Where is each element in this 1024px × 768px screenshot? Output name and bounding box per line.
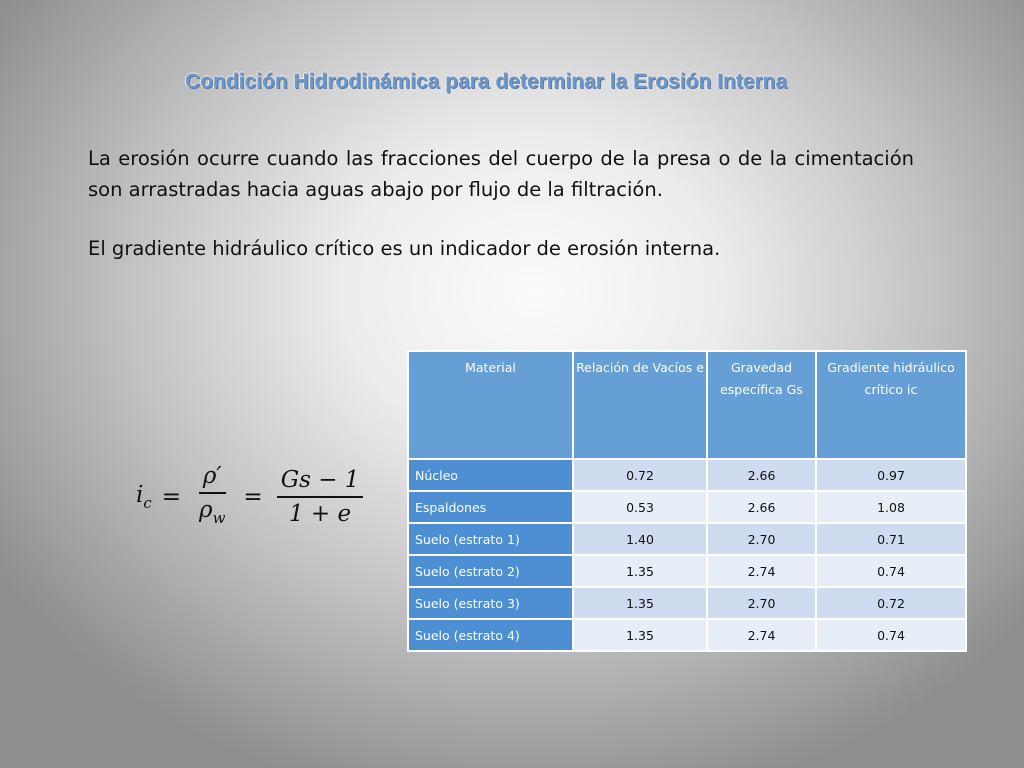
table-row xyxy=(408,619,966,651)
header-critical-gradient: Gradiente hidráulico crítico ic xyxy=(816,351,966,459)
cell-void-ratio: 1.35 xyxy=(573,619,707,651)
cell-material: Suelo (estrato 2) xyxy=(408,555,573,587)
cell-specific-gravity: 2.70 xyxy=(707,523,816,555)
materials-table xyxy=(407,350,967,652)
formula-equals-2: = xyxy=(243,484,263,510)
cell-specific-gravity: 2.70 xyxy=(707,587,816,619)
cell-material: Suelo (estrato 1) xyxy=(408,523,573,555)
formula-fraction-density xyxy=(195,463,229,531)
table-row xyxy=(408,555,966,587)
cell-specific-gravity: 2.74 xyxy=(707,619,816,651)
cell-critical-gradient: 0.71 xyxy=(816,523,966,555)
table-row xyxy=(408,491,966,523)
formula-frac2-denominator: 1 + e xyxy=(288,501,352,527)
formula-fraction-gs xyxy=(277,467,364,527)
header-void-ratio: Relación de Vacíos e xyxy=(573,351,707,459)
cell-specific-gravity: 2.74 xyxy=(707,555,816,587)
paragraph-gradient: El gradiente hidráulico crítico es un indicador de erosión interna. xyxy=(88,237,721,260)
formula-equals-1: = xyxy=(161,484,182,510)
cell-material: Suelo (estrato 4) xyxy=(408,619,573,651)
table-row xyxy=(408,587,966,619)
paragraph-erosion: La erosión ocurre cuando las fracciones del cuerpo de la presa o de la cimentación son arrastradas hacia aguas abajo por flujo de la filtración. xyxy=(88,147,914,201)
critical-gradient-formula xyxy=(136,462,367,532)
cell-specific-gravity: 2.66 xyxy=(707,459,816,491)
cell-material: Núcleo xyxy=(408,459,573,491)
cell-critical-gradient: 0.72 xyxy=(816,587,966,619)
formula-frac1-denominator: $\rho_w$ xyxy=(199,497,226,527)
cell-specific-gravity: 2.66 xyxy=(707,491,816,523)
formula-frac2-numerator: Gs − 1 xyxy=(277,467,364,498)
table-row xyxy=(408,523,966,555)
cell-critical-gradient: 1.08 xyxy=(816,491,966,523)
header-material: Material xyxy=(408,351,573,459)
cell-void-ratio: 0.72 xyxy=(573,459,707,491)
cell-void-ratio: 1.35 xyxy=(573,587,707,619)
slide-title: Condición Hidrodinámica para determinar la Erosión Interna xyxy=(184,70,788,93)
cell-void-ratio: 1.35 xyxy=(573,555,707,587)
cell-critical-gradient: 0.74 xyxy=(816,555,966,587)
cell-void-ratio: 1.40 xyxy=(573,523,707,555)
cell-critical-gradient: 0.97 xyxy=(816,459,966,491)
cell-material: Suelo (estrato 3) xyxy=(408,587,573,619)
cell-void-ratio: 0.53 xyxy=(573,491,707,523)
formula-lhs: $i_c$ xyxy=(136,482,152,512)
table-header-row xyxy=(408,351,966,459)
cell-material: Espaldones xyxy=(408,491,573,523)
cell-critical-gradient: 0.74 xyxy=(816,619,966,651)
formula-frac1-numerator: ρ′ xyxy=(199,463,226,494)
header-specific-gravity: Gravedad específica Gs xyxy=(707,351,816,459)
table-row xyxy=(408,459,966,491)
